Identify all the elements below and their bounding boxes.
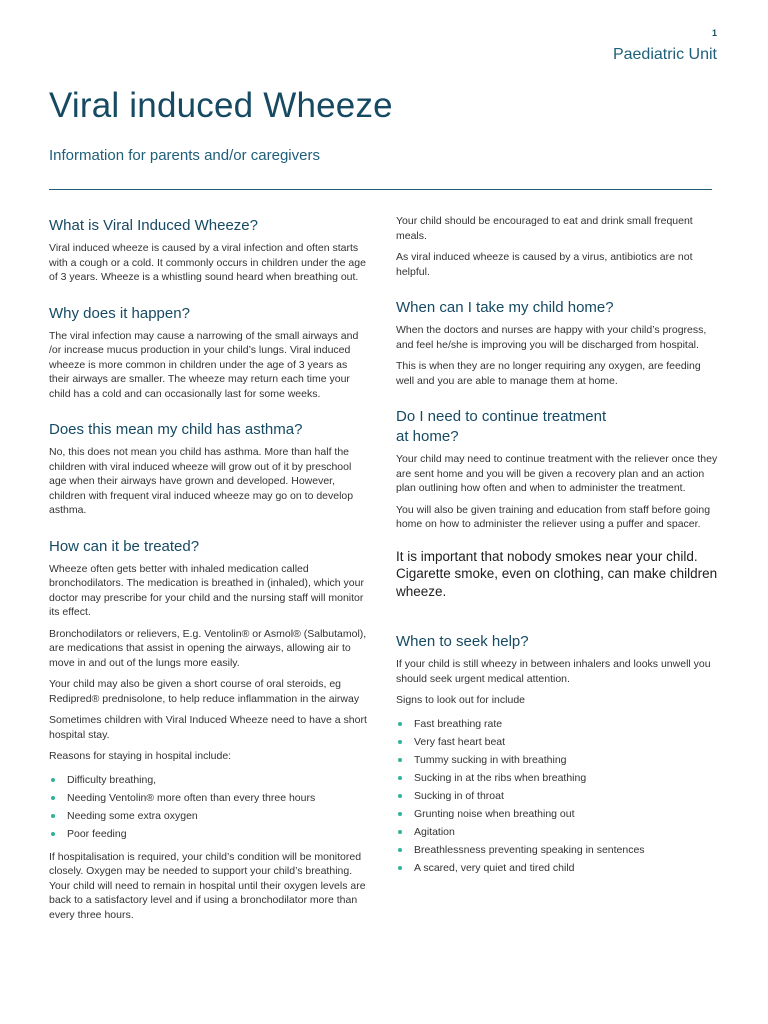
section-why: [49, 304, 369, 402]
page-title: Viral induced Wheeze: [49, 86, 393, 125]
list-item: Needing some extra oxygen: [49, 807, 369, 825]
right-column: [396, 214, 718, 896]
heading-line: Do I need to continue treatment: [396, 408, 607, 425]
section-treatment: [49, 537, 369, 923]
list-item: A scared, very quiet and tired child: [396, 859, 718, 877]
section-what-is: [49, 216, 369, 285]
paragraph: Sometimes children with Viral Induced Wheeze need to have a short hospital stay.: [49, 714, 367, 741]
section-diet: [396, 214, 718, 279]
list-item: Grunting noise when breathing out: [396, 805, 718, 823]
section-going-home: [396, 298, 718, 388]
paragraph: Wheeze often gets better with inhaled medication called bronchodilators. The medication is breathed in (inhaled), which your doctor may prescribe for your child and the nursing staff will monitor its effect.: [49, 562, 364, 618]
paragraph: This is when they are no longer requiring any oxygen, are feeding well and you are able to manage them at home.: [396, 360, 701, 387]
list-item: Needing Ventolin® more often than every three hours: [49, 789, 369, 807]
page-subtitle: Information for parents and/or caregivers: [49, 147, 320, 164]
paragraph: The viral infection may cause a narrowing of the small airways and /or increase mucus production in your child’s lungs. Viral induced wheeze is more common in children under the age of 3 years as their airways are smaller. The wheeze may return each time your child has a cold and can occasionally last for some weeks.: [49, 329, 359, 400]
list-item: Tummy sucking in with breathing: [396, 751, 718, 769]
page-number: 1: [711, 28, 717, 38]
unit-name: Paediatric Unit: [612, 46, 717, 63]
hospital-reasons-list: [49, 771, 369, 843]
paragraph: Bronchodilators or relievers, E.g. Ventolin® or Asmol® (Salbutamol), are medications that assist in opening the airways, allowing air to move in and out of the lungs more easily.: [49, 627, 367, 669]
section-asthma: [49, 420, 369, 518]
list-item: Breathlessness preventing speaking in sentences: [396, 841, 718, 859]
left-column: [49, 216, 369, 941]
paragraph: If hospitalisation is required, your child’s condition will be monitored closely. Oxygen may be needed to support your child’s breathing. Your child will need to remain in hospital until their oxygen levels are back to a satisfactory level and if using a bronchodilator more than every three hours.: [49, 850, 366, 921]
paragraph: Signs to look out for include: [396, 694, 525, 706]
paragraph: You will also be given training and education from staff before going home on how to administer the reliever using a puffer and spacer.: [396, 503, 711, 530]
section-heading: Does this mean my child has asthma?: [49, 421, 303, 438]
list-item: Very fast heart beat: [396, 733, 718, 751]
heading-line: at home?: [396, 428, 459, 445]
paragraph: Your child may need to continue treatment with the reliever once they are sent home and you will be given a recovery plan and an action plan outlining how often and when to administer the treatment.: [396, 453, 718, 494]
paragraph: Reasons for staying in hospital include:: [49, 750, 232, 762]
paragraph: If your child is still wheezy in between inhalers and looks unwell you should seek urgent medical attention.: [396, 658, 711, 685]
list-item: Poor feeding: [49, 825, 369, 843]
paragraph: When the doctors and nurses are happy with your child’s progress, and feel he/she is improving you will be discharged from hospital.: [396, 324, 707, 351]
section-seek-help: [396, 632, 718, 877]
no-smoking-notice: It is important that nobody smokes near your child. Cigarette smoke, even on clothing, can make children wheeze.: [396, 548, 718, 599]
list-item: Sucking in of throat: [396, 787, 718, 805]
paragraph: As viral induced wheeze is caused by a virus, antibiotics are not helpful.: [396, 251, 693, 278]
list-item: Fast breathing rate: [396, 715, 718, 733]
section-heading: What is Viral Induced Wheeze?: [49, 217, 258, 234]
paragraph: Your child may also be given a short course of oral steroids, eg Redipred® prednisolone, to help reduce inflammation in the airway: [49, 678, 360, 705]
section-heading: Why does it happen?: [49, 304, 190, 322]
list-item: Sucking in at the ribs when breathing: [396, 769, 718, 787]
section-heading: When to seek help?: [396, 633, 529, 650]
section-heading: [396, 407, 718, 447]
paragraph: No, this does not mean you child has asthma. More than half the children with viral induced wheeze will grow out of it by preschool age when their airways have grown and developed. However, children with frequent viral induced wheeze may go on to develop asthma.: [49, 446, 354, 516]
list-item: Difficulty breathing,: [49, 771, 369, 789]
section-continue-treatment: [396, 407, 718, 532]
list-item: Agitation: [396, 823, 718, 841]
section-heading: When can I take my child home?: [396, 299, 614, 316]
section-heading: How can it be treated?: [49, 537, 200, 555]
warning-signs-list: [396, 715, 718, 877]
paragraph: Viral induced wheeze is caused by a viral infection and often starts with a cough or a cold. It commonly occurs in children under the age of 3 years. Wheeze is a whistling sound heard when breathing out.: [49, 242, 366, 283]
header-divider: [49, 189, 712, 190]
paragraph: Your child should be encouraged to eat and drink small frequent meals.: [396, 215, 693, 242]
